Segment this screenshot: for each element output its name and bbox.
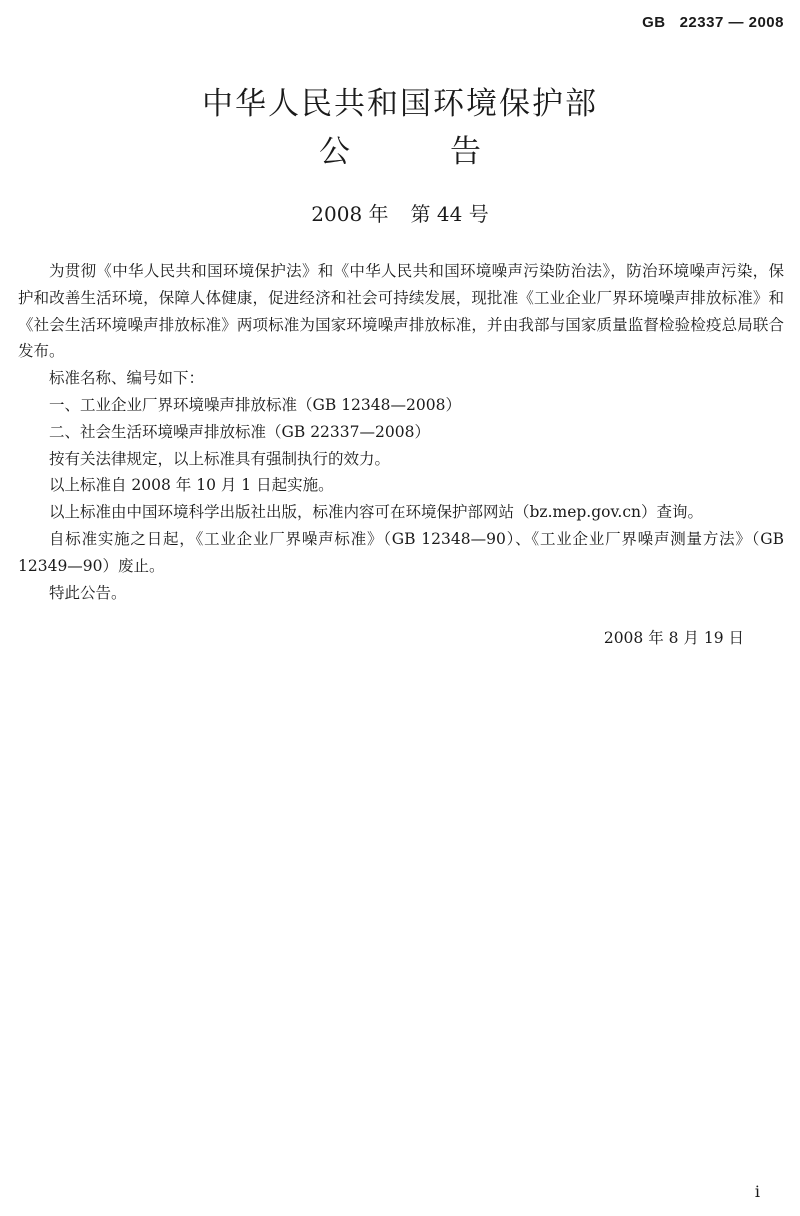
announcement-title — [0, 126, 800, 171]
issue-line — [0, 198, 800, 227]
standard-number-value: 22337 — 2008 — [679, 14, 784, 31]
announcement-char-1: 公 — [319, 134, 350, 170]
paragraph-effective-date: 以上标准自 2008 年 10 月 1 日起实施。 — [49, 476, 334, 495]
issue-number: 第 44 号 — [410, 202, 489, 226]
paragraph-repeal: 自标准实施之日起，《工业企业厂界噪声标准》（GB 12348—90）、《工业企业厂界噪声测量方法》（GB 12349—90）废止。 — [18, 529, 784, 575]
standard-number — [642, 14, 784, 31]
announcement-char-2: 告 — [450, 134, 481, 170]
announcement-body — [18, 258, 784, 606]
announcement-date: 2008 年 8 月 19 日 — [603, 629, 744, 647]
standard-code: GB — [642, 14, 666, 31]
paragraph-closing: 特此公告。 — [49, 583, 127, 602]
paragraph-standard-2: 二、社会生活环境噪声排放标准（GB 22337—2008） — [49, 422, 430, 441]
paragraph-legal-effect: 按有关法律规定，以上标准具有强制执行的效力。 — [49, 449, 391, 468]
paragraph-standards-intro: 标准名称、编号如下： — [49, 369, 205, 388]
paragraph-intro: 为贯彻《中华人民共和国环境保护法》和《中华人民共和国环境噪声污染防治法》，防治环境噪声污染，保护和改善生活环境，保障人体健康，促进经济和社会可持续发展，现批准《工业企业厂界环境噪声排放标准》和《社会生活环境噪声排放标准》两项标准为国家环境噪声排放标准，并由我部与国家质量监督检验检疫总局联合发布。 — [18, 262, 784, 361]
paragraph-publisher: 以上标准由中国环境科学出版社出版，标准内容可在环境保护部网站（bz.mep.gov.cn）查询。 — [49, 503, 703, 522]
page-number: i — [754, 1182, 760, 1201]
issue-year: 2008 年 — [311, 202, 389, 226]
ministry-title: 中华人民共和国环境保护部 — [202, 86, 598, 122]
paragraph-standard-1: 一、工业企业厂界环境噪声排放标准（GB 12348—2008） — [49, 395, 461, 414]
